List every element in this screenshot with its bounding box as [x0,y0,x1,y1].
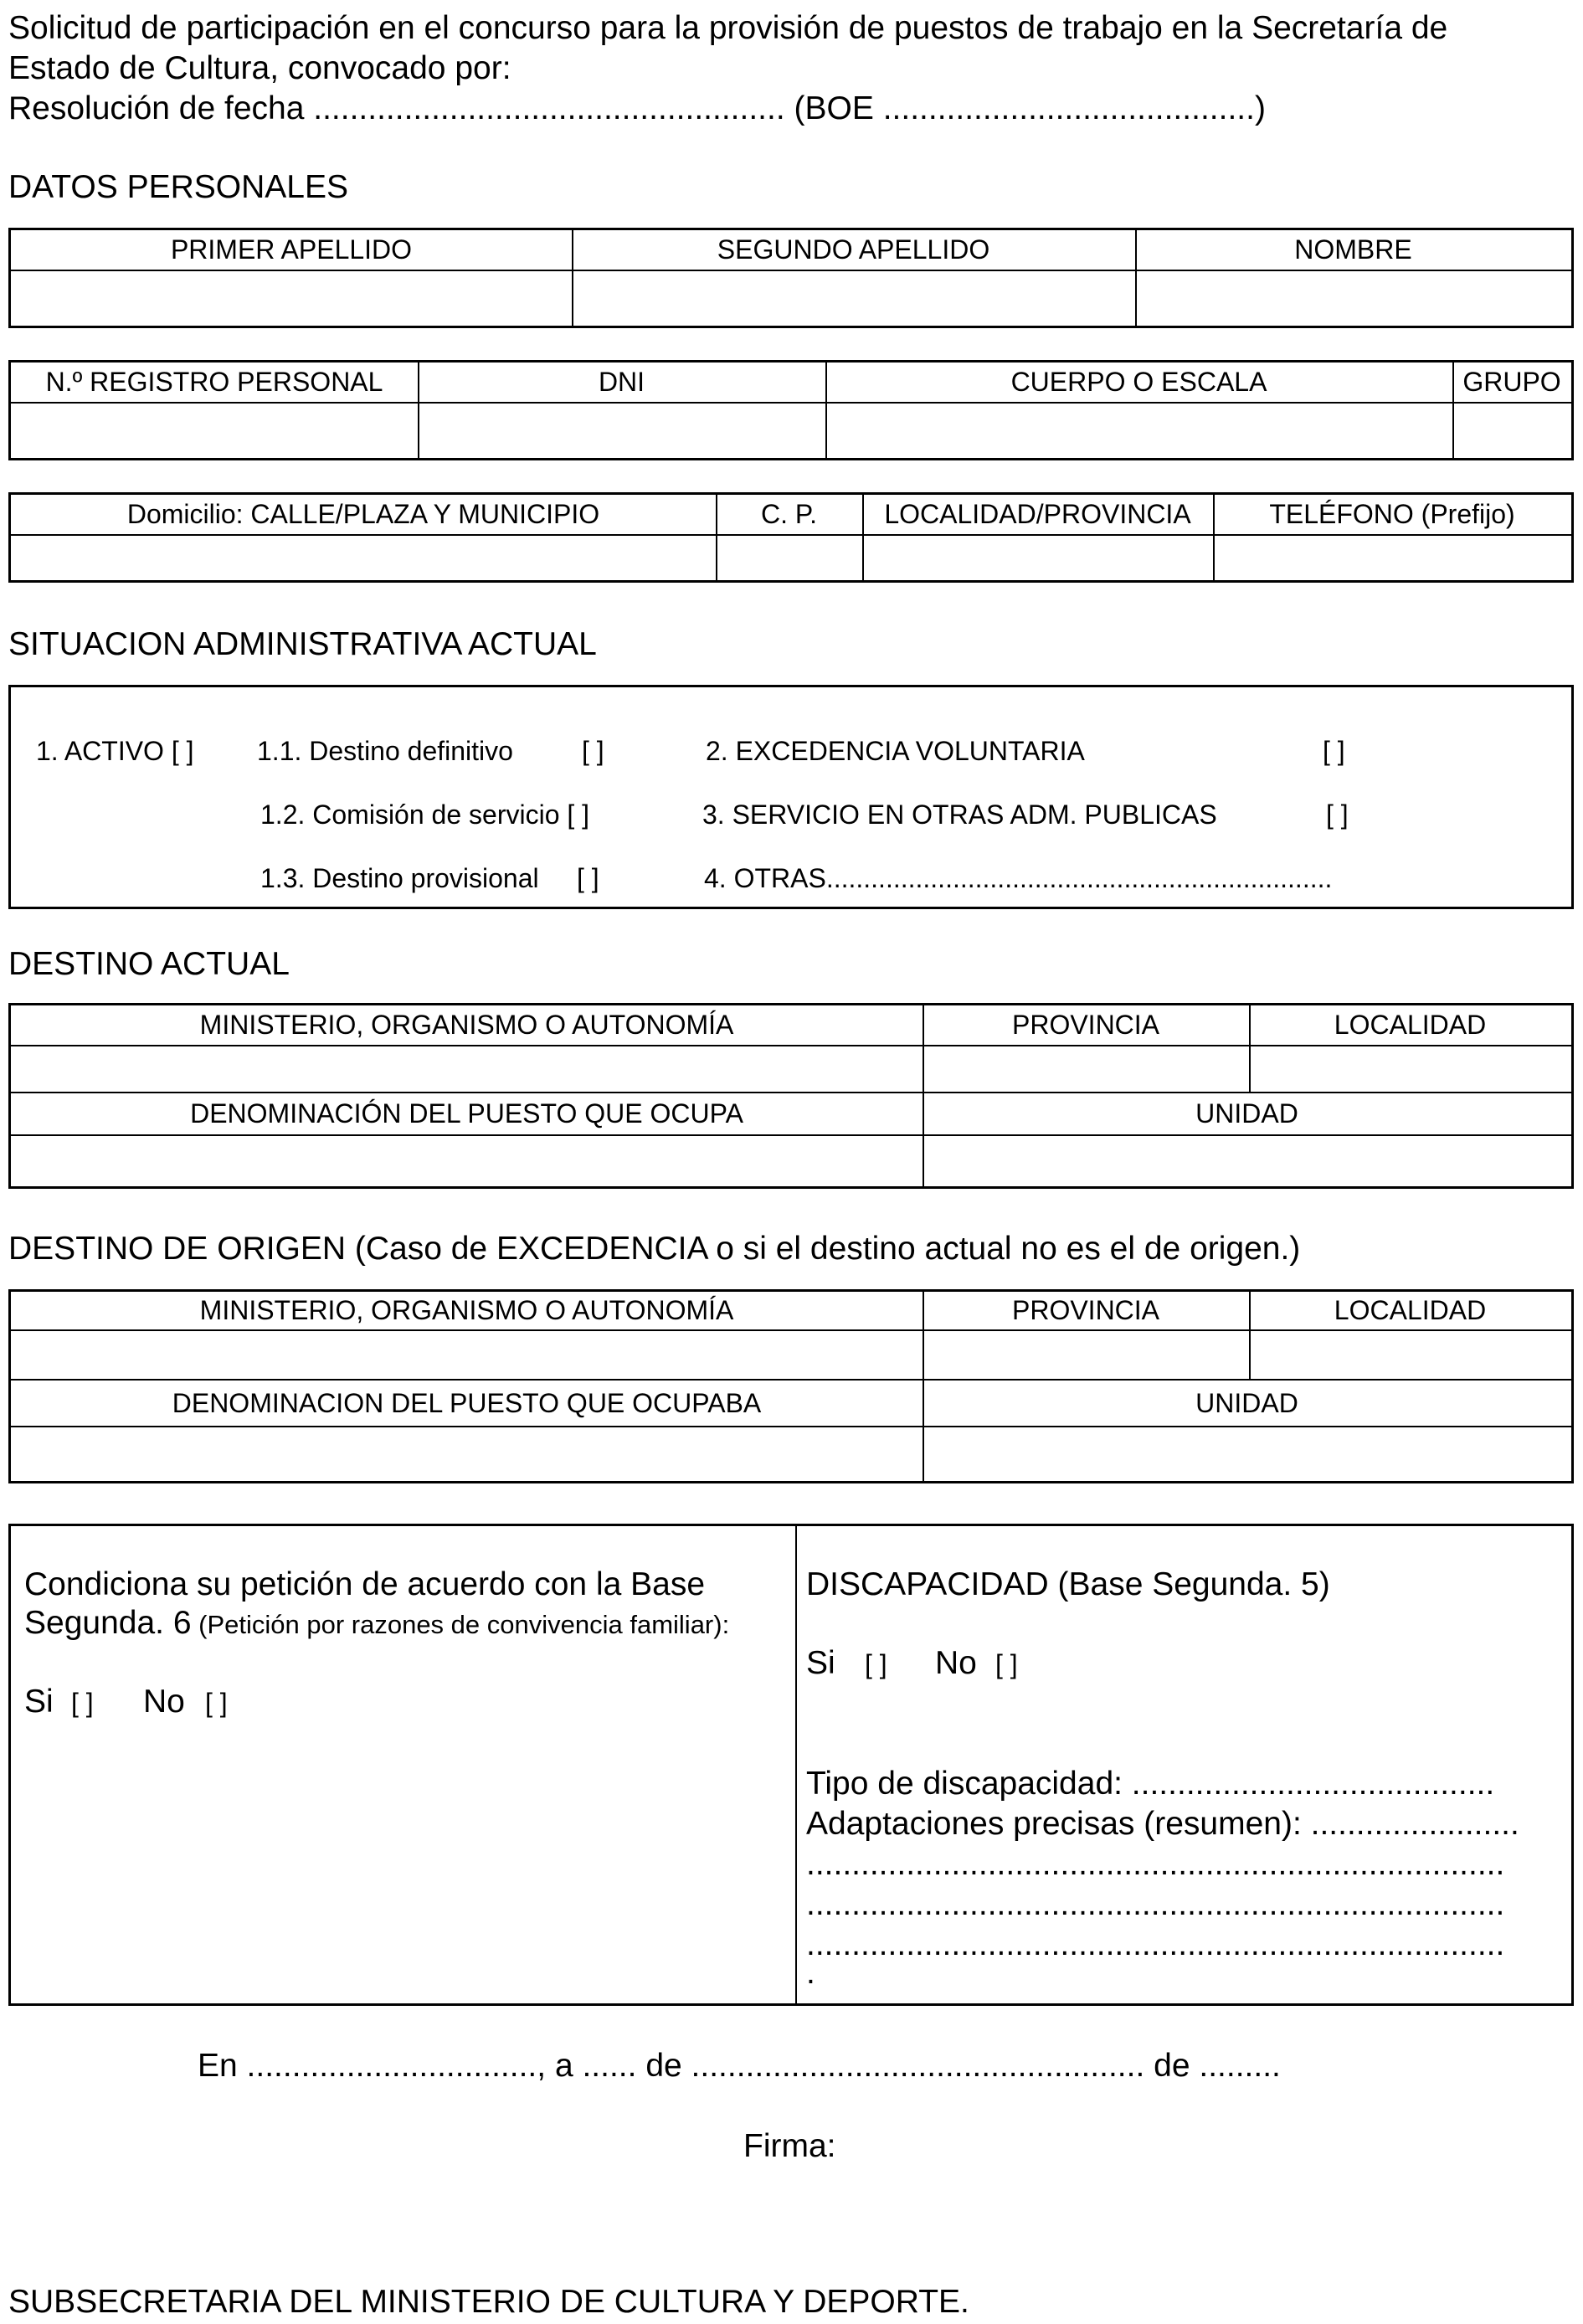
field-segundo-apellido[interactable] [573,271,1133,326]
header-domicilio: Domicilio: CALLE/PLAZA Y MUNICIPIO [126,499,600,529]
field-dni[interactable] [419,404,824,458]
field-denominacion-puesto[interactable] [11,1136,921,1186]
header-denominacion-puesto: DENOMINACIÓN DEL PUESTO QUE OCUPA [190,1098,743,1129]
intro-line-1: Solicitud de participación en el concurso para la provisión de puestos de trabajo en la Secretaría de [8,10,1448,46]
option-otras[interactable]: 4. OTRAS.................................................................... [704,863,1333,893]
checkbox-destino-definitivo[interactable]: [ ] [582,736,604,766]
personal-name-table [8,228,1574,328]
adaptaciones-line-1[interactable]: ............................................................................. [806,1846,1505,1882]
option-destino-provisional[interactable]: 1.3. Destino provisional [260,863,539,893]
header-cp: C. P. [761,499,817,529]
discapacidad-no-checkbox[interactable]: [ ] [995,1649,1018,1679]
field-denominacion-puesto-origen[interactable] [11,1427,921,1481]
field-nombre[interactable] [1137,271,1571,326]
field-cuerpo-escala[interactable] [827,404,1451,458]
section-title-datos-personales: DATOS PERSONALES [8,169,349,205]
personal-id-table [8,360,1574,460]
field-registro-personal[interactable] [11,404,416,458]
field-localidad-origen[interactable] [1251,1331,1571,1377]
header-telefono: TELÉFONO (Prefijo) [1269,499,1515,529]
checkbox-excedencia[interactable]: [ ] [1323,736,1345,766]
field-ministerio-origen[interactable] [11,1331,921,1377]
firma-label: Firma: [743,2128,836,2164]
condiciona-si-checkbox[interactable]: [ ] [71,1688,94,1718]
header-provincia-origen: PROVINCIA [1011,1295,1160,1325]
field-provincia-origen[interactable] [924,1331,1247,1377]
field-domicilio[interactable] [11,536,714,580]
option-excedencia[interactable]: 2. EXCEDENCIA VOLUNTARIA [706,736,1085,766]
situacion-box [8,685,1574,909]
condiciona-si-label: Si [24,1684,54,1720]
header-localidad-provincia: LOCALIDAD/PROVINCIA [884,499,1191,529]
condiciona-no-checkbox[interactable]: [ ] [205,1688,228,1718]
field-localidad[interactable] [1251,1046,1571,1090]
adaptaciones-line-4: . [806,1955,815,1991]
destino-actual-table [8,1003,1574,1189]
intro-line-2: Estado de Cultura, convocado por: [8,50,511,86]
checkbox-destino-provisional[interactable]: [ ] [577,863,599,893]
header-cuerpo-escala: CUERPO O ESCALA [1010,367,1267,397]
header-localidad: LOCALIDAD [1334,1010,1487,1040]
field-unidad-origen[interactable] [924,1427,1571,1481]
header-segundo-apellido: SEGUNDO APELLIDO [717,234,990,265]
field-localidad-provincia[interactable] [864,536,1211,580]
option-comision-servicio[interactable]: 1.2. Comisión de servicio [ ] [260,800,590,830]
header-denominacion-puesto-origen: DENOMINACION DEL PUESTO QUE OCUPABA [172,1387,762,1418]
section-title-destino-actual: DESTINO ACTUAL [8,946,290,982]
header-ministerio-origen: MINISTERIO, ORGANISMO O AUTONOMÍA [199,1295,734,1325]
field-provincia[interactable] [924,1046,1247,1090]
header-registro-personal: N.º REGISTRO PERSONAL [45,367,383,397]
adaptaciones-field[interactable]: Adaptaciones precisas (resumen): ....................... [806,1806,1519,1842]
header-provincia: PROVINCIA [1011,1010,1160,1040]
header-unidad: UNIDAD [1195,1098,1298,1129]
header-localidad-origen: LOCALIDAD [1334,1295,1487,1325]
header-unidad-origen: UNIDAD [1195,1387,1298,1418]
option-otras-adm[interactable]: 3. SERVICIO EN OTRAS ADM. PUBLICAS [702,800,1217,830]
section-title-situacion: SITUACION ADMINISTRATIVA ACTUAL [8,626,597,662]
field-unidad[interactable] [924,1136,1571,1186]
field-telefono[interactable] [1215,536,1571,580]
field-ministerio[interactable] [11,1046,921,1090]
field-grupo[interactable] [1454,404,1571,458]
discapacidad-si-checkbox[interactable]: [ ] [865,1649,887,1679]
option-activo[interactable]: 1. ACTIVO [ ] [36,736,194,766]
domicilio-table [8,492,1574,583]
condiciona-no-label: No [143,1684,185,1720]
condiciona-line-2: Segunda. 6 (Petición por razones de convivencia familiar): [24,1605,730,1641]
field-cp[interactable] [717,536,861,580]
option-destino-definitivo[interactable]: 1.1. Destino definitivo [257,736,513,766]
discapacidad-title: DISCAPACIDAD (Base Segunda. 5) [806,1566,1330,1602]
condiciona-line-1: Condiciona su petición de acuerdo con la Base [24,1566,706,1602]
destino-origen-table [8,1289,1574,1483]
tipo-discapacidad-field[interactable]: Tipo de discapacidad: ........................................ [806,1766,1495,1802]
field-primer-apellido[interactable] [11,271,570,326]
adaptaciones-line-2[interactable]: ............................................................................. [806,1886,1505,1922]
intro-line-3: Resolución de fecha .................................................... (BOE .........................................) [8,90,1266,126]
subsecretaria-footer: SUBSECRETARIA DEL MINISTERIO DE CULTURA Y DEPORTE. [8,2284,969,2320]
checkbox-otras-adm[interactable]: [ ] [1326,800,1349,830]
header-primer-apellido: PRIMER APELLIDO [170,234,413,265]
header-dni: DNI [598,367,645,397]
section-title-destino-origen: DESTINO DE ORIGEN (Caso de EXCEDENCIA o si el destino actual no es el de origen.) [8,1231,1301,1267]
lugar-fecha-line[interactable]: En ................................, a ...... de .................................................. de ......... [198,2048,1281,2084]
header-nombre: NOMBRE [1294,234,1412,265]
header-ministerio: MINISTERIO, ORGANISMO O AUTONOMÍA [199,1010,734,1040]
adaptaciones-line-3[interactable]: ............................................................................. [806,1926,1505,1962]
firma-area[interactable] [586,2177,1005,2269]
discapacidad-no-label: No [935,1645,977,1681]
condiciones-box [8,1524,1574,2006]
discapacidad-si-label: Si [806,1645,835,1681]
header-grupo: GRUPO [1462,367,1561,397]
